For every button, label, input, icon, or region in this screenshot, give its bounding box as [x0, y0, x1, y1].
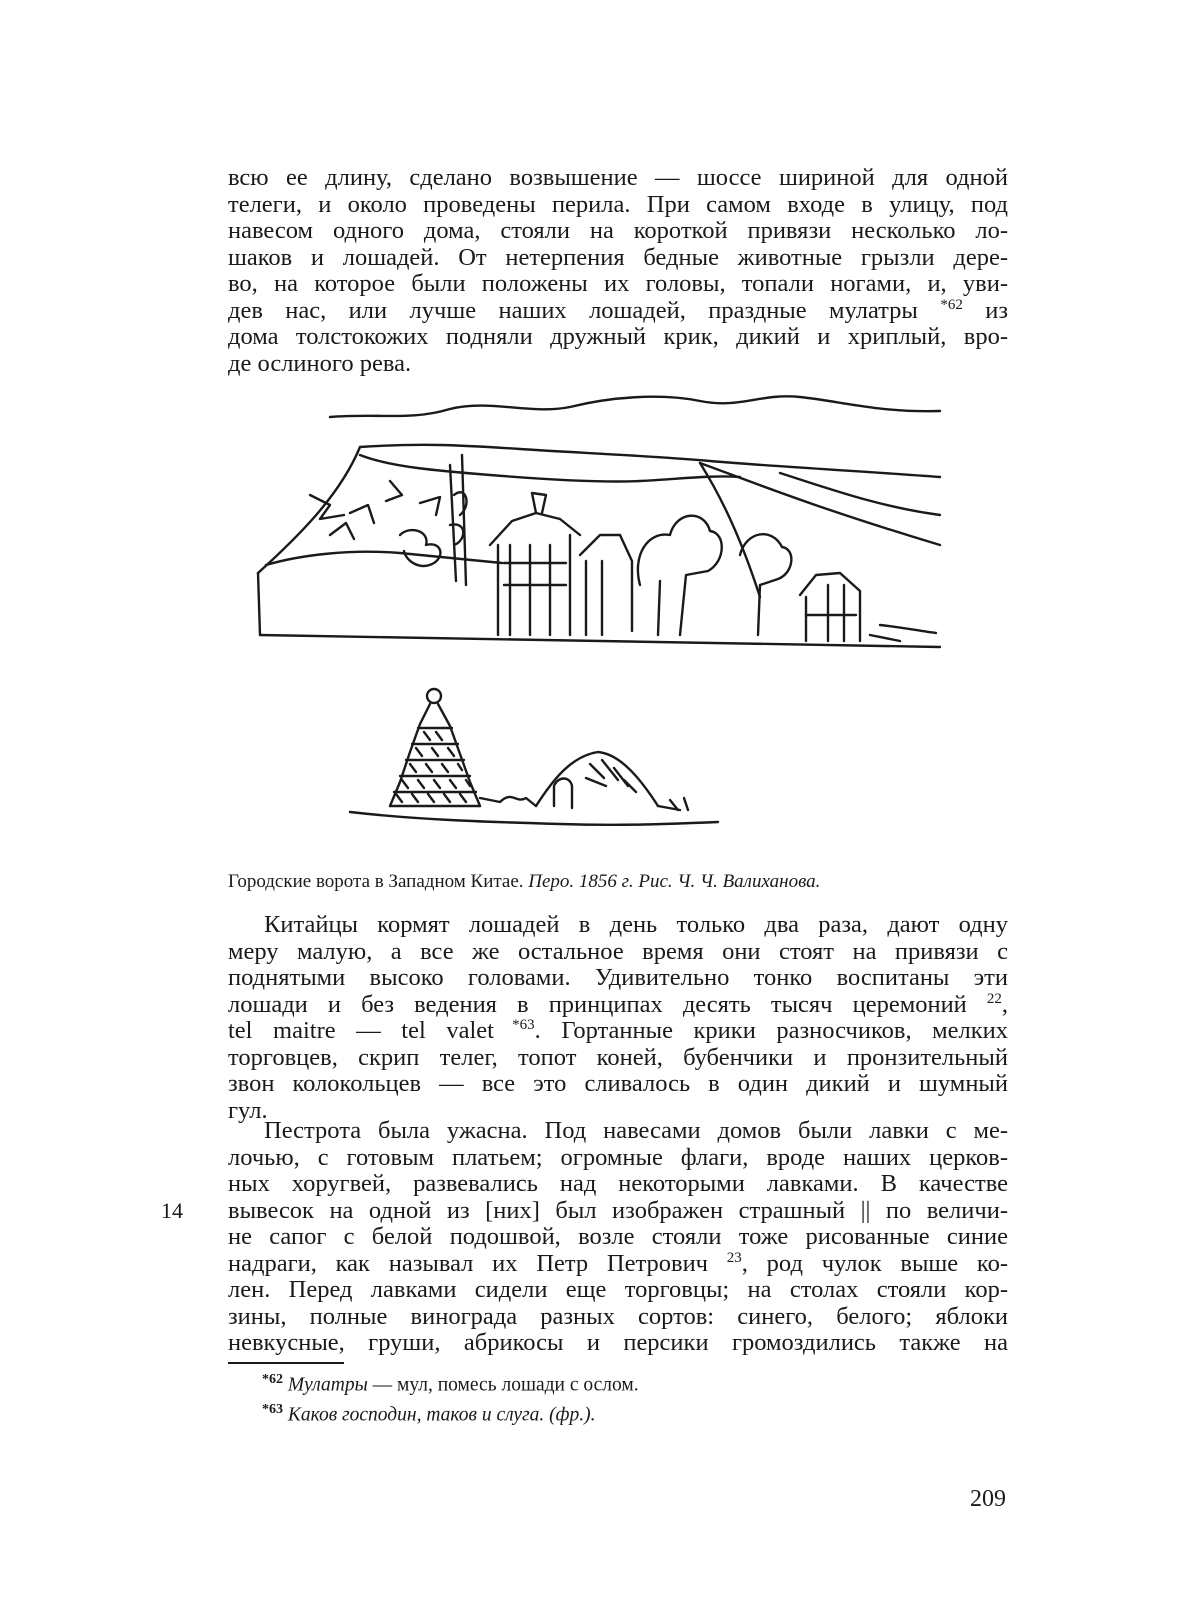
footnote-ref: 23	[726, 1249, 742, 1266]
text-line: торговцев, скрип телег, топот коней, бубенчики и пронзительный	[228, 1043, 1008, 1071]
text-line: звон колокольцев — все это сливалось в один дикий и шумный	[228, 1070, 1008, 1097]
text-line: Китайцы кормят лошадей в день только два раза, дают одну	[264, 911, 1008, 938]
margin-line-number: 14	[161, 1198, 183, 1223]
footnote-63	[262, 1398, 639, 1428]
paragraph-2	[228, 912, 1008, 1124]
paragraph-3	[228, 1118, 1008, 1357]
text-line: лен. Перед лавками сидели еще торговцы; на столах стояли кор-	[228, 1276, 1008, 1303]
footnote-mark: *62	[262, 1372, 283, 1387]
text-line: не сапог с белой подошвой, возле стояли тоже рисованные синие	[228, 1223, 1008, 1250]
text-segment: , род чулок выше ко-	[741, 1249, 1008, 1277]
text-segment: ,	[1001, 990, 1009, 1018]
text-line: Пестрота была ужасна. Под навесами домов были лавки с ме-	[264, 1117, 1008, 1144]
text-segment: tel maitre — tel valet	[228, 1017, 494, 1044]
footnotes	[262, 1368, 639, 1427]
footnote-62	[262, 1368, 639, 1398]
text-line	[228, 298, 1008, 325]
text-segment: дев нас, или лучше наших лошадей, праздные мулатры	[228, 296, 918, 324]
text-line: зины, полные винограда разных сортов: синего, белого; яблоки	[228, 1302, 1008, 1330]
footnote-term: Мулатры	[287, 1374, 368, 1396]
text-line: навесом одного дома, стояли на короткой привязи несколько ло-	[228, 217, 1008, 244]
paragraph-1	[228, 165, 1008, 377]
caption-credit: Перо. 1856 г. Рис. Ч. Ч. Валиханова.	[523, 871, 821, 892]
text-line: де ослиного рева.	[228, 349, 412, 377]
text-line: поднятыми высоко головами. Удивительно тонко воспитаны эти	[228, 964, 1008, 991]
text-segment: . Гортанные крики разносчиков, мелких	[534, 1017, 1009, 1044]
text-line: гул.	[228, 1096, 268, 1124]
caption-title: Городские ворота в Западном Китае.	[228, 871, 524, 892]
page-number: 209	[970, 1486, 1006, 1512]
sketch-city-gate-illustration	[340, 682, 730, 842]
text-line: ных хоругвей, развевались над некоторыми лавками. В качестве	[228, 1170, 1008, 1197]
footnote-ref: *62	[940, 296, 963, 313]
text-line: невкусные, груши, абрикосы и персики громоздились также на	[228, 1329, 1008, 1356]
text-line: вывесок на одной из [них] был изображен страшный || по величи-	[228, 1196, 1008, 1224]
footnote-text: — мул, помесь лошади с ослом.	[367, 1374, 639, 1396]
footnote-ref: 22	[986, 990, 1002, 1007]
text-line: шаков и лошадей. От нетерпения бедные животные грызли дере-	[228, 243, 1008, 271]
text-line: телеги, и около проведены перила. При самом входе в улицу, под	[228, 190, 1008, 218]
text-segment: из	[962, 296, 1008, 324]
sketch-landscape-illustration	[240, 385, 960, 655]
text-line: всю ее длину, сделано возвышение — шоссе шириной для одной	[228, 164, 1008, 191]
footnote-divider	[228, 1362, 344, 1364]
footnote-mark: *63	[262, 1401, 283, 1417]
text-line	[228, 1251, 1008, 1278]
text-segment: лошади и без ведения в принципах десять тысяч церемоний	[228, 990, 967, 1018]
text-line	[228, 1018, 1008, 1045]
text-line: дома толстокожих подняли дружный крик, дикий и хриплый, вро-	[228, 323, 1008, 350]
text-line	[228, 992, 1008, 1019]
text-segment: надраги, как называл их Петр Петрович	[228, 1249, 708, 1277]
footnote-term: Каков господин, таков и слуга. (фр.).	[287, 1404, 596, 1425]
figure-caption	[228, 870, 1008, 894]
footnote-ref: *63	[493, 1016, 535, 1033]
text-line: меру малую, а все же остальное время они стоят на привязи с	[228, 937, 1008, 965]
text-line: во, на которое были положены их головы, топали ногами, и, уви-	[228, 270, 1008, 297]
text-line: лочью, с готовым платьем; огромные флаги, вроде наших церков-	[228, 1143, 1008, 1171]
